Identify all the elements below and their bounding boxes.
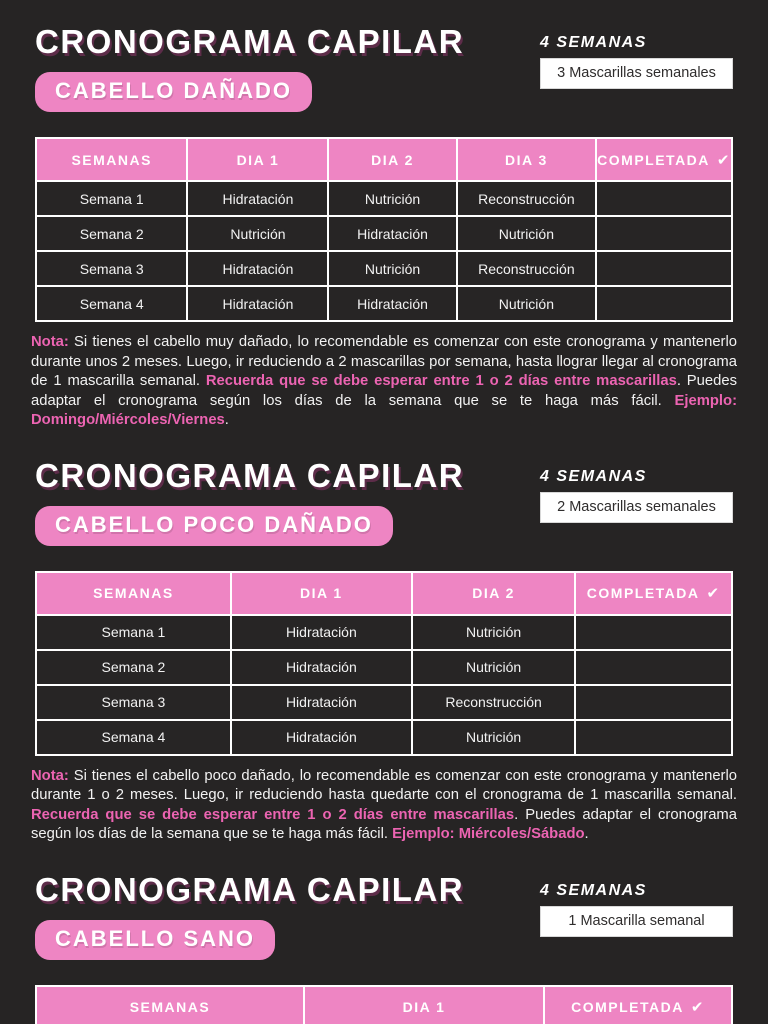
column-header: COMPLETADA ✔ (575, 572, 732, 615)
completada-cell (575, 720, 732, 755)
column-header: DIA 2 (328, 138, 456, 181)
duration-block (540, 467, 733, 523)
hair-type-badge: CABELLO DAÑADO (35, 72, 312, 112)
treatment-cell: Reconstrucción (412, 685, 576, 720)
treatment-cell: Nutrición (457, 216, 597, 251)
column-header: SEMANAS (36, 986, 304, 1024)
page-title: CRONOGRAMA CAPILAR (35, 23, 465, 60)
note-paragraph (31, 767, 737, 845)
treatment-cell: Reconstrucción (457, 181, 597, 216)
week-cell: Semana 1 (36, 181, 187, 216)
page-title: CRONOGRAMA CAPILAR (35, 456, 465, 494)
completada-cell (575, 650, 732, 685)
completada-cell (596, 286, 732, 321)
treatment-cell: Hidratación (231, 685, 412, 720)
note-text: . Puedes adaptar el cronograma según los días de la semana que se te haga más fácil. (31, 806, 737, 842)
table-row (36, 720, 732, 755)
table-row (36, 286, 732, 321)
note-text: . Puedes adaptar el cronograma según los días de la semana que se te haga más fácil. (31, 373, 737, 409)
column-header: COMPLETADA ✔ (544, 986, 732, 1024)
schedule-table (35, 137, 733, 322)
treatment-cell: Hidratación (231, 615, 412, 650)
treatment-cell: Nutrición (412, 615, 576, 650)
table-header-row (36, 572, 732, 615)
hair-type-badge: CABELLO POCO DAÑADO (35, 506, 393, 546)
schedule-table (35, 985, 733, 1024)
note-highlight-text: Nota: (31, 334, 69, 350)
section-header (35, 431, 733, 546)
column-header: SEMANAS (36, 572, 231, 615)
completada-cell (596, 251, 732, 286)
treatment-cell: Hidratación (328, 216, 456, 251)
duration-label: 4 SEMANAS (540, 34, 647, 51)
table-row (36, 615, 732, 650)
week-cell: Semana 3 (36, 251, 187, 286)
completada-cell (575, 685, 732, 720)
duration-label: 4 SEMANAS (540, 467, 647, 485)
table-row (36, 685, 732, 720)
treatment-cell: Hidratación (187, 181, 328, 216)
week-cell: Semana 4 (36, 720, 231, 755)
column-header: COMPLETADA ✔ (596, 138, 732, 181)
section-header (35, 845, 733, 960)
note-paragraph (31, 333, 737, 431)
section-cabello-sano (35, 845, 733, 1024)
treatment-cell: Hidratación (187, 286, 328, 321)
treatment-cell: Reconstrucción (457, 251, 597, 286)
frequency-box: 1 Mascarilla semanal (540, 906, 733, 937)
frequency-box: 3 Mascarillas semanales (540, 58, 733, 89)
duration-block (540, 881, 733, 937)
week-cell: Semana 1 (36, 615, 231, 650)
section-cabello-poco-danado (31, 431, 737, 845)
treatment-cell: Nutrición (328, 251, 456, 286)
table-row (36, 181, 732, 216)
note-text: . (584, 826, 589, 842)
section-cabello-danado (31, 0, 737, 431)
table-row (36, 251, 732, 286)
completada-cell (575, 615, 732, 650)
table-row (36, 216, 732, 251)
note-text: Si tienes el cabello poco dañado, lo recomendable es comenzar con este cronograma y mantenerlo durante 1 o 2 meses. Luego, ir reduciendo hasta quedarte con el cronograma de 1 mascarilla semanal. (31, 767, 737, 803)
duration-label: 4 SEMANAS (540, 881, 647, 899)
treatment-cell: Hidratación (187, 251, 328, 286)
note-highlight-text: Recuerda que se debe esperar entre 1 o 2 días entre mascarillas (31, 806, 515, 823)
note-highlight-text: Recuerda que se debe esperar entre 1 o 2 días entre mascarillas (205, 373, 677, 389)
column-header: DIA 1 (231, 572, 412, 615)
check-icon: ✔ (716, 151, 731, 169)
treatment-cell: Nutrición (412, 650, 576, 685)
column-header: DIA 1 (187, 138, 328, 181)
treatment-cell: Nutrición (187, 216, 328, 251)
duration-block (540, 33, 733, 89)
schedule-table (35, 571, 733, 756)
column-header: DIA 1 (304, 986, 544, 1024)
treatment-cell: Hidratación (231, 720, 412, 755)
note-highlight-text: Ejemplo: Miércoles/Sábado (392, 826, 585, 842)
note-text: . (224, 412, 229, 428)
week-cell: Semana 4 (36, 286, 187, 321)
column-header: DIA 2 (412, 572, 576, 615)
table-header-row (36, 138, 732, 181)
week-cell: Semana 3 (36, 685, 231, 720)
hair-type-badge: CABELLO SANO (35, 920, 275, 960)
column-header: SEMANAS (36, 138, 187, 181)
note-text: Si tienes el cabello muy dañado, lo recomendable es comenzar con este cronograma y mantenerlo durante unos 2 meses. Luego, ir reduciendo a 2 mascarillas por semana, hasta llograr llegar al cronograma de 1 mascarilla semanal. (31, 334, 737, 389)
check-icon: ✔ (690, 999, 705, 1016)
treatment-cell: Nutrición (457, 286, 597, 321)
week-cell: Semana 2 (36, 650, 231, 685)
note-highlight-text: Nota: (31, 767, 69, 784)
treatment-cell: Hidratación (231, 650, 412, 685)
treatment-cell: Hidratación (328, 286, 456, 321)
section-header (35, 0, 733, 112)
table-header-row (36, 986, 732, 1024)
frequency-box: 2 Mascarillas semanales (540, 492, 733, 523)
treatment-cell: Nutrición (328, 181, 456, 216)
note-highlight-text: Ejemplo: Domingo/Miércoles/Viernes (31, 392, 737, 428)
column-header: DIA 3 (457, 138, 597, 181)
check-icon: ✔ (706, 585, 721, 602)
week-cell: Semana 2 (36, 216, 187, 251)
completada-cell (596, 216, 732, 251)
table-row (36, 650, 732, 685)
treatment-cell: Nutrición (412, 720, 576, 755)
completada-cell (596, 181, 732, 216)
page-title: CRONOGRAMA CAPILAR (35, 870, 465, 908)
